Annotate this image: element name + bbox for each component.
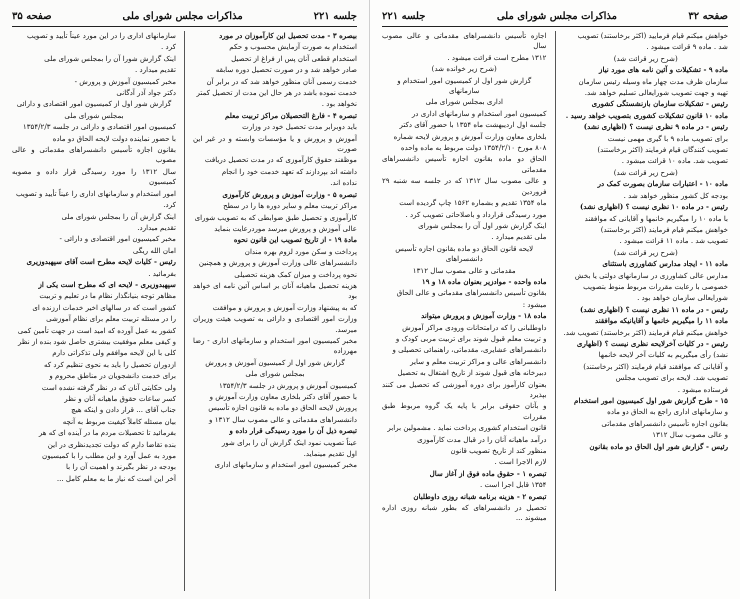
text-line: با حضور نماینده دولت لایحه الحاق دو ماده [52,133,176,143]
text-line: ولی حکایتی آنان که در نظر گرفته نشده است [41,382,176,392]
text-line: ماده ۹ - تشکیلات و آئین نامه های مورد نیاز [599,65,728,75]
text-line: کرد . [161,42,176,52]
text-line: کرد. [163,200,176,210]
text-line: را در مسئله تربیت معلم برای نظام آموزشی [46,314,176,324]
text-line: اداری بمجلس شورای ملی [425,97,503,107]
text-line: دانشسراهای مقدماتی و عالی مصوب سال ۱۳۱۲ و [209,414,357,424]
text-line: تصویب شد. ماده ۱۰ قرائت میشود . [621,156,728,166]
text-line: رئیس - در ماده ۹ نظری نیست ؟ (اظهاری نشد) [583,122,728,132]
text-line: عالی آموزش و پرورش میرسد موردرعایت بنماید [214,223,357,233]
text-line: رئیس - در کلیات آخرلایحه نظری نیست ؟ (اظهاری [576,338,728,348]
text-line: و تربیت معلم قبول شوند برای تربیت مربی کودک و [395,333,547,343]
text-line: بیصره ۳ - مدت تحصیل این کارآموزان در مورد [219,31,357,40]
text-line: رئیس - کلیات لایحه مطرح است آقای سپهبدوزیری [26,257,176,267]
text-line: بفرمائید . [148,268,176,278]
text-line: برای تصویب ماده ۹ با گیری مهمی نیست [607,133,728,143]
text-line: جلسه اول اردیبهشت ماه ۱۳۵۴ با حضور آقای دکتر [399,120,547,130]
text-line: امان الله ریگی [132,245,176,255]
text-line: رئیس - گزارش شور اول الحاق دو ماده بقانون [589,441,728,451]
text-line: با ماده ۱۰ را میگیریم خانمها و آقایانی که موافقند [584,213,728,223]
text-line: اینک گزارش شورا آن را بمجلس شورای ملی [44,53,176,63]
text-line: و سازمانهای اداری راجع به الحاق دو ماده [607,407,728,417]
text-line: مادة ۱۹ - از تاریخ تصویب این قانون نحوه [233,235,357,245]
text-line: (شرح زیر قرائت شد) [613,247,678,257]
text-line: قانون استخدام کشوری پرداخت نماید . مشمولین برابر [387,423,547,433]
text-line: ۱۵ - طرح گزارش شور اول کمیسیون امور استخدام [574,396,728,405]
text-line: خواهش میکنم قیام فرمایید (اکثر برخاستند) تصویب [577,31,728,40]
text-line: تصویب کنندگان قیام فرمایند (اکثر برخاستند) [597,145,728,155]
text-line: اول تقدیم مینماید. [303,449,357,459]
text-line: دبیرخانه های قبول شوند از تاریخ اشتغال به تحصیل [397,368,547,378]
text-line: ماده ۱۱ - ایجاد مدارس کشاورزی باستثنای [602,259,728,269]
text-line: مقدماتی و عالی مصوب سال ۱۳۱۲ [412,265,516,275]
right-page-columns [382,31,728,591]
text-line: مورد رسیدگی قرارداد و باصلاحاتی تصویب کرد . [405,209,547,219]
text-line: بفرمائید تا تحصیلات مردم ما در آینده ای که هر [38,428,176,438]
text-line: صادر خواهد شد و در صورت تحصیل دوره سابقه [215,65,357,75]
text-line: نحوه پرداخت و میزان کمک هزینه تحصیلی [234,269,357,279]
text-line: استخدام قطعی آنان پس از فراغ از تحصیل [231,53,357,63]
text-line: فرستاده میشود . [677,384,728,394]
text-line: ماده ۱۰ - اعتبارات سازمان بصورت کمک در [597,179,728,189]
text-line: تبصره ۴ - فارغ التحصیلان مراکز تربیت معلم [225,110,357,120]
text-line: (شرح زیر قرائت شد) [613,167,678,177]
text-line: داوطلبانی را که درامتحانات ورودی مراکز آموزش [402,322,547,332]
text-line: تهیه و جهت تصویب شورایعالی تسلیم خواهد شد. [584,88,728,98]
text-line: ماده ۱۸ - وزارت آموزش و پرورش میتواند [421,311,547,321]
text-line: مدارس عالی کشاورزی در سازمانهای دولتی یا بخش [574,270,728,280]
text-line: کشور است که در سالهای اخیر خدمات ارزنده ای [32,302,176,312]
text-line: خدمت رسمی آنان منظور خواهد شد که در برابر آن [206,76,357,86]
text-line: ماده ۱۱ را میگیریم خانمها و آقایانیکه موافقند [594,316,728,326]
text-line: نداده اند. [330,178,357,188]
text-line: بمجلس شورای ملی [245,369,305,379]
text-line: رئیس - در ماده ۱۰ نظری نیست ؟ (اظهاری نشد) [579,202,728,212]
text-line: تبصره ۲ - هزینه برنامه شبانه روزی داوطلبان [413,491,547,501]
publication-title: مذاکرات مجلس شورای ملی [496,10,617,22]
text-line: نشد) رأی میگیریم به کلیات آخر لایحه خانمها [598,350,728,360]
text-line: لایحه قانون الحاق دو ماده بقانون اجازه تأسیس دانشسراهای [395,243,534,264]
text-column-right [193,31,357,591]
text-line: (شرح زیر خوانده شد) [431,64,497,74]
page-number: صفحه ۳۲ [688,10,728,22]
text-line: بقانون اجازه تأسیس دانشسراهای مقدماتی [601,418,728,428]
text-line: گزارش شور اول از کمیسیون امور استخدام و سازمانهای [397,75,532,96]
text-line: آموزش و پرورش و یا مؤسسات وابسته و در غیر این صورت [193,133,357,154]
text-line: و کیفی معلم موفقیت بیشتری حاصل شود بنده از نظر [18,336,176,346]
text-line: کلی با این لایحه موافقم ولی تذکراتی دارم [52,348,176,358]
text-line: بمجلس شورای ملی [64,110,124,120]
text-line: اینک گزارش آن را بمجلس شورای ملی [61,211,176,221]
text-line: بودجه در نظر بگیرند و اهمیت آن را با [65,462,176,472]
text-line: با حضور آقای دکتر بلخاری معاون وزارت آموزش و [209,392,357,401]
text-line: مخبر کمیسیون امور استخدام و سازمانهای اداری [214,460,357,470]
text-line: برای خدمت دانشجویان در مناطق محروم و [49,371,176,381]
text-line: و عالی مصوب سال ۱۳۱۲ [652,430,728,440]
text-line: و عالی مصوب سال ۱۳۱۲ که در جلسه سه شنبه ۲۹ فروردین [382,176,547,196]
text-line: ۱۳۵۴ قابل اجرا است . [479,480,547,490]
text-line: کمیسیون آموزش و پرورش در جلسه ۱۳۵۴/۲/۳ [219,380,357,390]
text-line: وزارت امور اقتصادی و دارائی به تصویب هیئت وزیران میرسد. [193,314,357,334]
text-line: اجازه تأسیس دانشسراهای مقدماتی و عالی مصوب سال [382,31,547,51]
text-line: مخبر کمیسیون آموزش و پرورش - [74,76,176,86]
session-number: جلسه ۲۲۱ [382,10,426,22]
text-line: درآمد ماهیانه آنان را در قبال مدت کارآموزی [417,434,547,444]
text-line: امور استخدام و سازمانهای اداری را عیناً تأیید و تصویب [15,188,176,198]
text-line: دانشسراهای عشایری، مقدماتی، راهنمائی تحصیلی و [392,345,547,355]
text-line: نخواهد بود . [321,99,357,109]
left-page-header [12,8,357,27]
text-line: ۱۳۱۲ مطرح است قرائت میشود . [447,52,547,62]
text-line: بلخاری معاون وزارت آموزش و پرورش لایحه شماره [393,131,547,141]
text-line: دانشسراهای عالی و مراکز تربیت معلم و سایر [410,356,547,366]
text-line: مراکز تربیت معلم و سایر دوره ها را در سطح [223,201,357,211]
text-line: خدمت نموده باشد در هر حال این مدت از تحصیل کمتر [196,88,357,98]
column-divider [184,31,185,591]
text-line: عیناً تصویب نمود اینک گزارش آن را برای شور [221,437,357,447]
text-line: دانشسراهای عالی وزارت آموزش و پرورش و همچنین [198,258,357,268]
text-column-left [12,31,176,591]
column-divider [555,31,556,591]
text-line: استخدام به صورت آزمایش محسوب و حکم [229,42,357,52]
text-line: بقانون تأسیس دانشسراهای مقدماتی و عالی الحاق [396,288,547,298]
text-line: ازدوران تحصیل را باید به نحوی تنظیم کرد که [43,359,176,369]
text-line: کارآموزی و تحصیل طبق ضوابطی که به تصویب شورای [194,212,357,222]
text-line: پرورش لایحه الحاق دو ماده به قانون اجازه تأسیس [208,403,357,413]
text-line: که به پیشنهاد وزارت آموزش و پرورش و موافقت [212,302,357,312]
text-line: کسر ساعات حقوق ماهیانه آنان و نظر [64,394,176,403]
publication-title: مذاکرات مجلس شورای ملی [122,10,243,22]
text-line: تصویب شد. لایحه برای تصویب مجلس [615,373,728,383]
text-line: جناب آقای ... قرار دادن و اینکه هیچ [71,405,176,415]
text-line: سال ۱۳۱۲ را مورد رسیدگی قرار داده و مصوبه کمیسیون [12,166,176,187]
text-line: خواهش میکنم قیام فرمایند (اکثر برخاستند) [600,224,728,234]
text-line: دکتر جواد آذر آدگانی [116,88,176,98]
left-page-columns [12,31,357,591]
text-line: اینک گزارش شور اول آن را بمجلس شورای [418,220,547,230]
text-line: خواهش میکنم قیام فرمایند (اکثر برخاستند) تصویب شد. [563,327,728,337]
text-line: رئیس - تشکیلات سازمان بازنشستگی کشوری [591,99,728,109]
text-line: الحاق دو ماده بقانون اجازه تأسیس دانشسراهای مقدماتی [382,154,547,174]
text-line: خصوصی با رعایت مقررات مربوط منوط بتصویب [583,281,728,291]
right-page [370,0,740,599]
text-line: مخبر کمیسیون امور استخدام و سازمانهای اداری - رضا مهرزاده [193,335,357,356]
text-line: گزارش شور اول از کمیسیون آموزش و پرورش [205,357,345,367]
text-line: ۸۰۸ مورخ ۱۳۵۴/۲/۱۰ دولت مربوط به ماده واحده [400,143,547,153]
text-line: لازم الاجرا است . [494,457,547,467]
text-line: هزینه تحصیل ماهیانه آنان بر اساس آئین نامه ای خواهد بود [193,280,357,301]
text-line: بیان مسئله کاملاً کیفیت مربوط به آنچه [62,416,176,426]
text-line: منظور کند از تاریخ تصویب قانون [450,446,547,456]
text-line: و بآنان حقوقی برابر با پایه یک گروه مربوط طبق مقررات [382,401,547,421]
text-line: بودجه کل کشور منظور خواهد شد . [623,190,728,200]
text-column-right [564,31,729,591]
text-line: شورایعالی سازمان خواهد بود . [637,293,728,303]
text-line: و آقایانی که موافقند قیام فرمایند (اکثر برخاستند) [583,361,728,371]
text-line: شد . ماده ۹ قرائت میشود . [646,42,728,52]
text-line: تبصره ۵ - وزارت آموزش و پرورش کارآموزی [222,189,357,199]
text-line: کمیسیون امور اقتصادی و دارائی در جلسه ۱۳۵۴/۲/۳ [22,122,176,132]
text-line: مظاهر توجه بنیانگذار نظام ما در تعلیم و تربیت [39,291,176,301]
text-line: بعنوان کارآموز برای دوره آموزشی که تحصیل می کنند بپذیرد [382,379,547,399]
text-line: تصویب شد . ماده ۱۱ قرائت میشود . [619,236,728,246]
page-number: صفحه ۳۵ [12,10,52,22]
text-line: کمیسیون امور استخدام و سازمانهای اداری در [411,108,547,118]
text-line: سازمان ظرف مدت چهار ماه وسیله رئیس سازمان [578,76,728,86]
text-line: تبصره ذیل آن را مورد رسیدگی قرار داده و [229,426,357,436]
text-line: سپهبدوزیری - لایحه ای که مطرح است یکی از [38,279,176,289]
text-line: باید دوبرابر مدت تحصیل خود در وزارت [242,122,357,132]
text-line: پرداخت و سکن مورد لزوم بهره مندان [244,246,357,256]
text-column-left [382,31,547,591]
text-line: رئیس - در ماده ۱۱ نظری نیست ؟ (اظهاری نشد) [579,304,728,314]
session-number: جلسه ۲۲۱ [313,10,357,22]
text-line: کشور به عمل آورده که امید است در جهت تأمین کمی [17,325,176,335]
text-line: تحصیل در دانشسراهای که بطور شبانه روزی اداره میشوند ... [382,503,547,523]
text-line: ماده واحده - موادزیر بعنوان ماده ۱۸ و ۱۹ [421,276,547,286]
text-line: ماده ۱۰ قانون تشکیلات کشوری بتصویب خواهد رسید . [565,110,728,120]
text-line: میشود : [522,299,547,309]
text-line: سازمانهای اداری را در این مورد عیناً تأیید و تصویب [26,31,176,40]
text-line: تقدیم میدارد . [135,65,176,75]
text-line: ملی تقدیم میدارد . [491,232,547,242]
text-line: ماه ۱۳۵۴ تقدیم و بشماره ۱۵۶۲ چاپ گردیده است [399,198,547,208]
text-line: بنده تقاضا دارم که دولت تجدیدنظری در این [47,439,176,449]
text-line: (شرح زیر قرائت شد) [613,53,678,63]
text-line: گزارش شور اول از کمیسیون امور اقتصادی و دارائی [16,99,172,109]
text-line: تقدیم میدارد. [137,222,176,232]
text-line: آخر این است که نیاز ما به معلم کامل ... [56,473,176,483]
text-line: بقانون اجازه تأسیس دانشسراهای مقدماتی و عالی مصوب [12,145,176,165]
text-line: داشته اند بپردازند که تعهد خدمت خود را انجام [221,166,357,176]
text-line: مورد به عمل آورد و این مطلب را با کمیسیون [41,451,176,461]
right-page-header [382,8,728,27]
text-line: موظفند حقوق کارآموزی که در مدت تحصیل دریافت [204,155,357,165]
text-line: مخبر کمیسیون امور اقتصادی و دارائی - [59,234,176,244]
text-line: تبصره ۱ - حقوق ماده فوق از آغاز سال [429,468,547,478]
